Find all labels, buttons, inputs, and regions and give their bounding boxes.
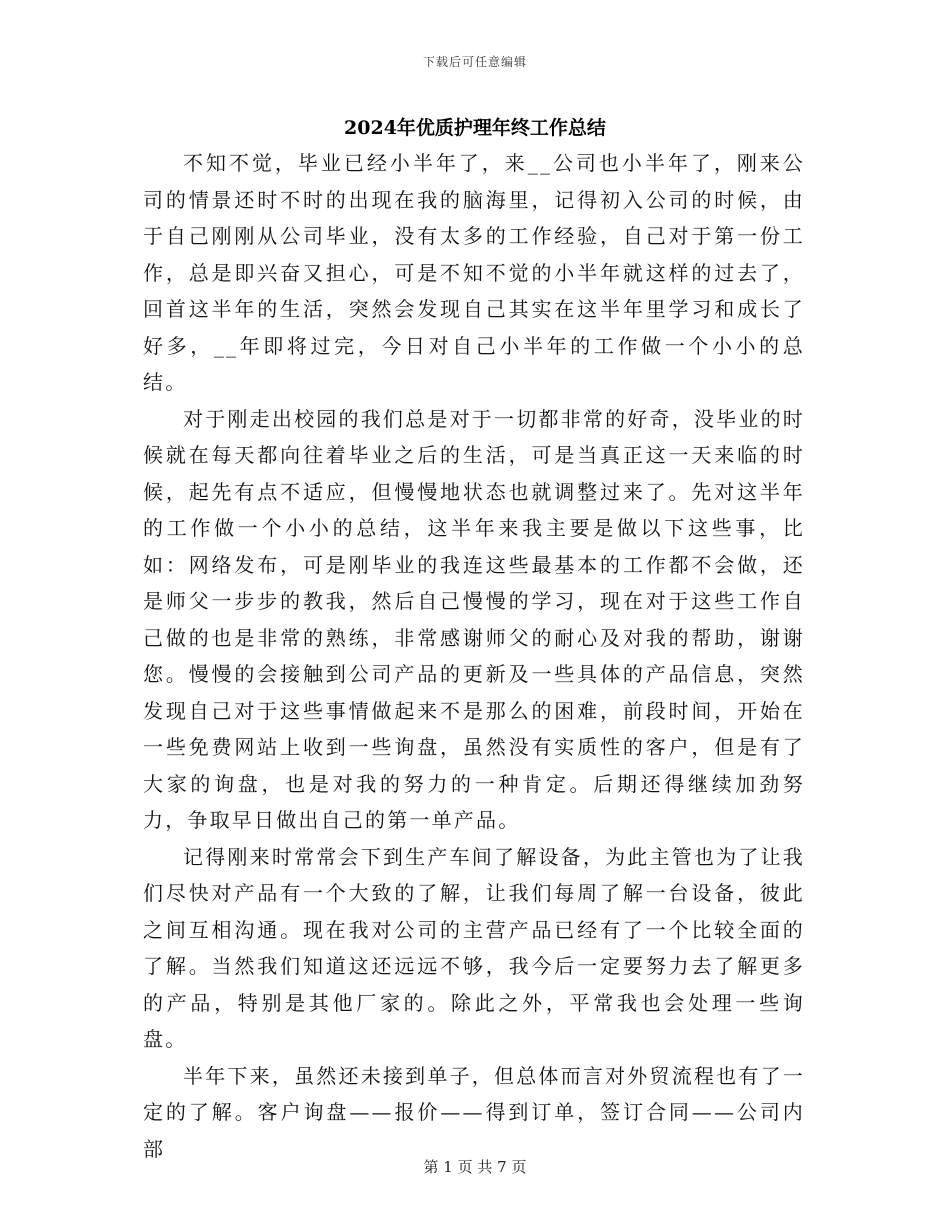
paragraph-4: 半年下来，虽然还未接到单子，但总体而言对外贸流程也有了一定的了解。客户询盘——报价——得到订单，签订合同——公司内部 <box>143 1063 805 1161</box>
page-header-note: 下载后可任意编辑 <box>422 55 527 69</box>
paragraph-3: 记得刚来时常常会下到生产车间了解设备，为此主管也为了让我们尽快对产品有一个大致的了解，让我们每周了解一台设备，彼此之间互相沟通。现在我对公司的主营产品已经有了一个比较全面的了解。当然我们知道这还远远不够，我今后一定要努力去了解更多的产品，特别是其他厂家的。除此之外，平常我也会处理一些询盘。 <box>143 844 805 1051</box>
paragraph-2: 对于刚走出校园的我们总是对于一切都非常的好奇，没毕业的时候就在每天都向往着毕业之后的生活，可是当真正这一天来临的时候，起先有点不适应，但慢慢地状态也就调整过来了。先对这半年的工作做一个小小的总结，这半年来我主要是做以下这些事，比如：网络发布，可是刚毕业的我连这些最基本的工作都不会做，还是师父一步步的教我，然后自己慢慢的学习，现在对于这些工作自己做的也是非常的熟练，非常感谢师父的耐心及对我的帮助，谢谢您。慢慢的会接触到公司产品的更新及一些具体的产品信息，突然发现自己对于这些事情做起来不是那么的困难，前段时间，开始在一些免费网站上收到一些询盘，虽然没有实质性的客户，但是有了大家的询盘，也是对我的努力的一种肯定。后期还得继续加劲努力，争取早日做出自己的第一单产品。 <box>143 406 805 832</box>
document-title: 2024年优质护理年终工作总结 <box>344 117 606 139</box>
document-body <box>143 145 805 1167</box>
paragraph-1: 不知不觉，毕业已经小半年了，来__公司也小半年了，刚来公司的情景还时不时的出现在我的脑海里，记得初入公司的时候，由于自己刚刚从公司毕业，没有太多的工作经验，自己对于第一份工作，总是即兴奋又担心，可是不知不觉的小半年就这样的过去了，回首这半年的生活，突然会发现自己其实在这半年里学习和成长了好多，__年即将过完，今日对自己小半年的工作做一个小小的总结。 <box>143 151 805 394</box>
page-number-footer: 第 1 页 共 7 页 <box>423 1158 527 1176</box>
